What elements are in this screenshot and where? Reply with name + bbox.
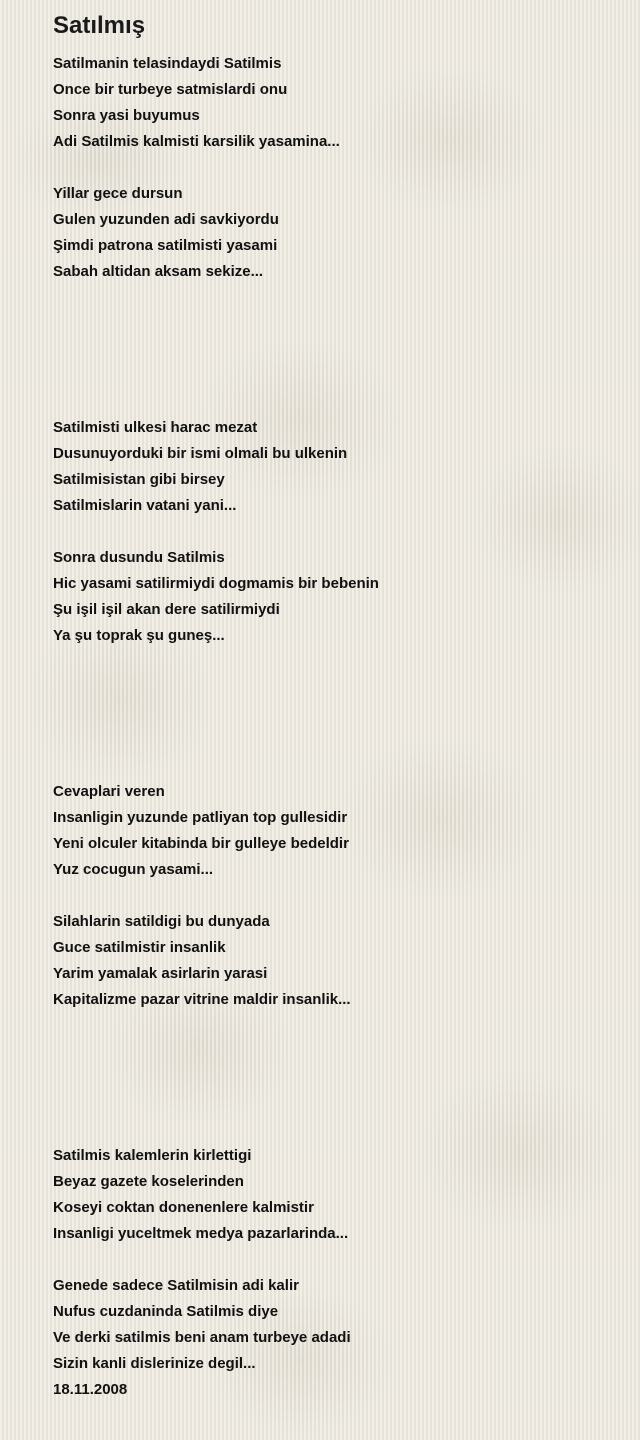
poem-line: Guce satilmistir insanlik xyxy=(53,939,226,956)
poem-line: Insanligi yuceltmek medya pazarlarinda... xyxy=(53,1225,349,1242)
stanza xyxy=(53,779,613,883)
poem-line: Yuz cocugun yasami... xyxy=(53,861,214,878)
poem-line: Ya şu toprak şu guneş... xyxy=(53,627,225,644)
poem-line: Once bir turbeye satmislardi onu xyxy=(53,81,288,98)
poem-line: Şu işil işil akan dere satilirmiydi xyxy=(53,601,280,618)
poem-line: Silahlarin satildigi bu dunyada xyxy=(53,913,270,930)
poem-line: Sonra yasi buyumus xyxy=(53,107,200,124)
stanza xyxy=(53,545,613,649)
poem-line: Kapitalizme pazar vitrine maldir insanlik... xyxy=(53,991,351,1008)
stanza xyxy=(53,415,613,519)
poem-line: Sabah altidan aksam sekize... xyxy=(53,263,264,280)
poem-line: Dusunuyorduki bir ismi olmali bu ulkenin xyxy=(53,445,348,462)
poem-line: Beyaz gazete koselerinden xyxy=(53,1173,244,1190)
poem-line: Satilmislarin vatani yani... xyxy=(53,497,237,514)
poem-line: Genede sadece Satilmisin adi kalir xyxy=(53,1277,299,1294)
stanza xyxy=(53,51,613,155)
stanza xyxy=(53,1273,613,1403)
poem-line: Yeni olculer kitabinda bir gulleye bedeldir xyxy=(53,835,349,852)
stanza xyxy=(53,1143,613,1247)
poem-line: Satilmis kalemlerin kirlettigi xyxy=(53,1147,252,1164)
poem-line: Şimdi patrona satilmisti yasami xyxy=(53,237,278,254)
poem-line: Adi Satilmis kalmisti karsilik yasamina... xyxy=(53,133,340,150)
poem-line: Gulen yuzunden adi savkiyordu xyxy=(53,211,279,228)
poem-line: Sizin kanli dislerinize degil... xyxy=(53,1355,256,1372)
poem-line: Yillar gece dursun xyxy=(53,185,183,202)
stanza xyxy=(53,909,613,1013)
poem-line: Yarim yamalak asirlarin yarasi xyxy=(53,965,268,982)
poem-line: Sonra dusundu Satilmis xyxy=(53,549,225,566)
poem-line: Ve derki satilmis beni anam turbeye adadi xyxy=(53,1329,351,1346)
poem-line: Satilmanin telasindaydi Satilmis xyxy=(53,55,282,72)
poem-line: Satilmisti ulkesi harac mezat xyxy=(53,419,258,436)
poem-date: 18.11.2008 xyxy=(53,1381,128,1398)
poem-line: Satilmisistan gibi birsey xyxy=(53,471,225,488)
stanza xyxy=(53,181,613,285)
poem-line: Cevaplari veren xyxy=(53,783,165,800)
poem-title: Satılmış xyxy=(53,12,146,39)
poem xyxy=(53,8,613,1403)
poem-line: Hic yasami satilirmiydi dogmamis bir bebenin xyxy=(53,575,379,592)
poem-line: Insanligin yuzunde patliyan top gullesidir xyxy=(53,809,348,826)
poem-line: Koseyi coktan donenenlere kalmistir xyxy=(53,1199,314,1216)
poem-line: Nufus cuzdaninda Satilmis diye xyxy=(53,1303,279,1320)
